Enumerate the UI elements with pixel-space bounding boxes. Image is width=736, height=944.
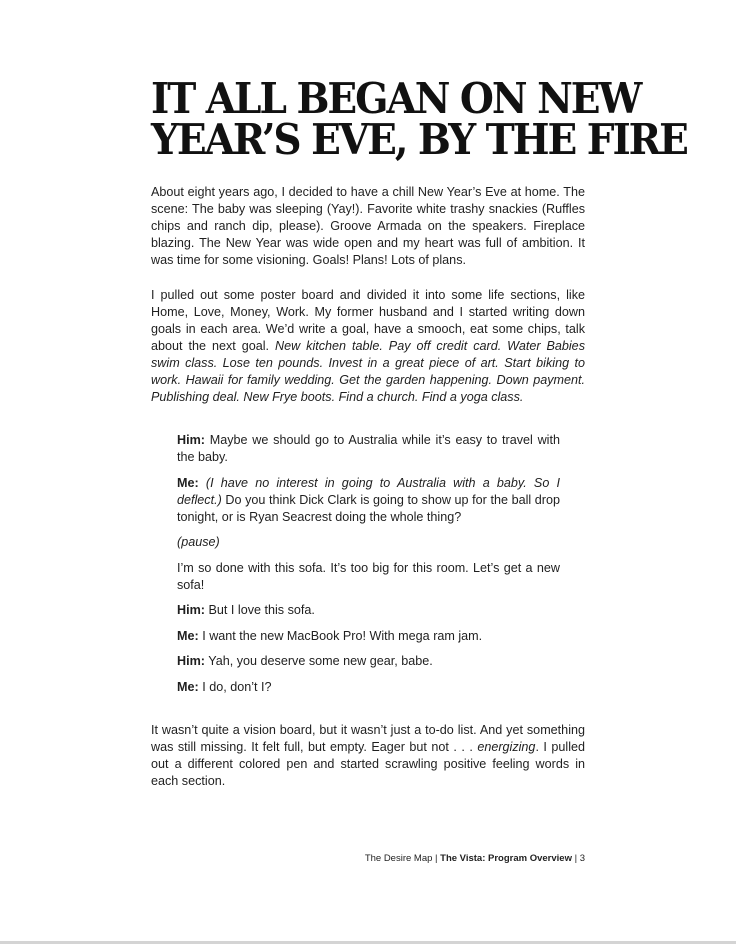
title-line: YEAR’S EVE, BY THE FIRE xyxy=(151,115,687,164)
speaker-label: Me: xyxy=(177,679,199,694)
dialog-line: Him: Maybe we should go to Australia while it’s easy to travel with the baby. xyxy=(177,433,560,464)
speaker-label: Me: xyxy=(177,628,199,643)
dialog-block xyxy=(177,432,560,704)
speaker-label: Him: xyxy=(177,433,205,447)
speaker-label: Me: xyxy=(177,475,199,490)
dialog-line: Me: (I have no interest in going to Australia with a baby. So I deflect.) Do you think Dick Clark is going to show up for the ball drop tonight, or is Ryan Seacrest doing the whole thing? xyxy=(177,475,560,524)
dialog-line: Me: I want the new MacBook Pro! With mega ram jam. xyxy=(177,628,483,643)
page-title xyxy=(151,74,687,164)
dialog-line: I’m so done with this sofa. It’s too big for this room. Let’s get a new sofa! xyxy=(177,560,560,592)
paragraph xyxy=(151,287,585,406)
speaker-label: Him: xyxy=(177,654,205,668)
goal-list: New kitchen table. Pay off credit card. Water Babies swim class. Lose ten pounds. Invest in a great piece of art. Start biking to work. Hawaii for family wedding. Get the garden happening. Down payment. Publishing deal. New Frye boots. Find a church. Find a yoga class. xyxy=(151,339,585,404)
dialog-line: Him: But I love this sofa. xyxy=(177,603,315,617)
paragraph-text: I pulled out some poster board and divided it into some life sections, like Home, Love, Money, Work. My former husband and I started writing down goals in each area. We’d write a goal, have a smooch, eat some chips, talk about the next goal. xyxy=(151,288,585,353)
dialog-line: Me: I do, don’t I? xyxy=(177,679,272,694)
footer-section: The Vista: Program Overview xyxy=(440,853,572,864)
dialog-line: Him: Yah, you deserve some new gear, babe. xyxy=(177,654,433,668)
stage-direction: (pause) xyxy=(177,535,220,549)
paragraph: About eight years ago, I decided to have a chill New Year’s Eve at home. The scene: The baby was sleeping (Yay!). Favorite white trashy snackies (Ruffles chips and ranch dip, please). Groove Armada on the speakers. Fireplace blazing. The New Year was wide open and my heart was full of ambition. It was time for some visioning. Goals! Plans! Lots of plans. xyxy=(151,185,585,267)
speaker-label: Him: xyxy=(177,603,205,617)
paragraph: It wasn’t quite a vision board, but it wasn’t just a to-do list. And yet something was still missing. It felt full, but empty. Eager but not . . . energizing. I pulled out a different colored pen and started scrawling positive feeling words in each section. xyxy=(151,723,585,788)
footer-book: The Desire Map | xyxy=(364,853,441,864)
title-line: IT ALL BEGAN ON NEW xyxy=(151,74,641,123)
page-footer xyxy=(365,853,585,864)
page-number: | 3 xyxy=(571,853,585,864)
